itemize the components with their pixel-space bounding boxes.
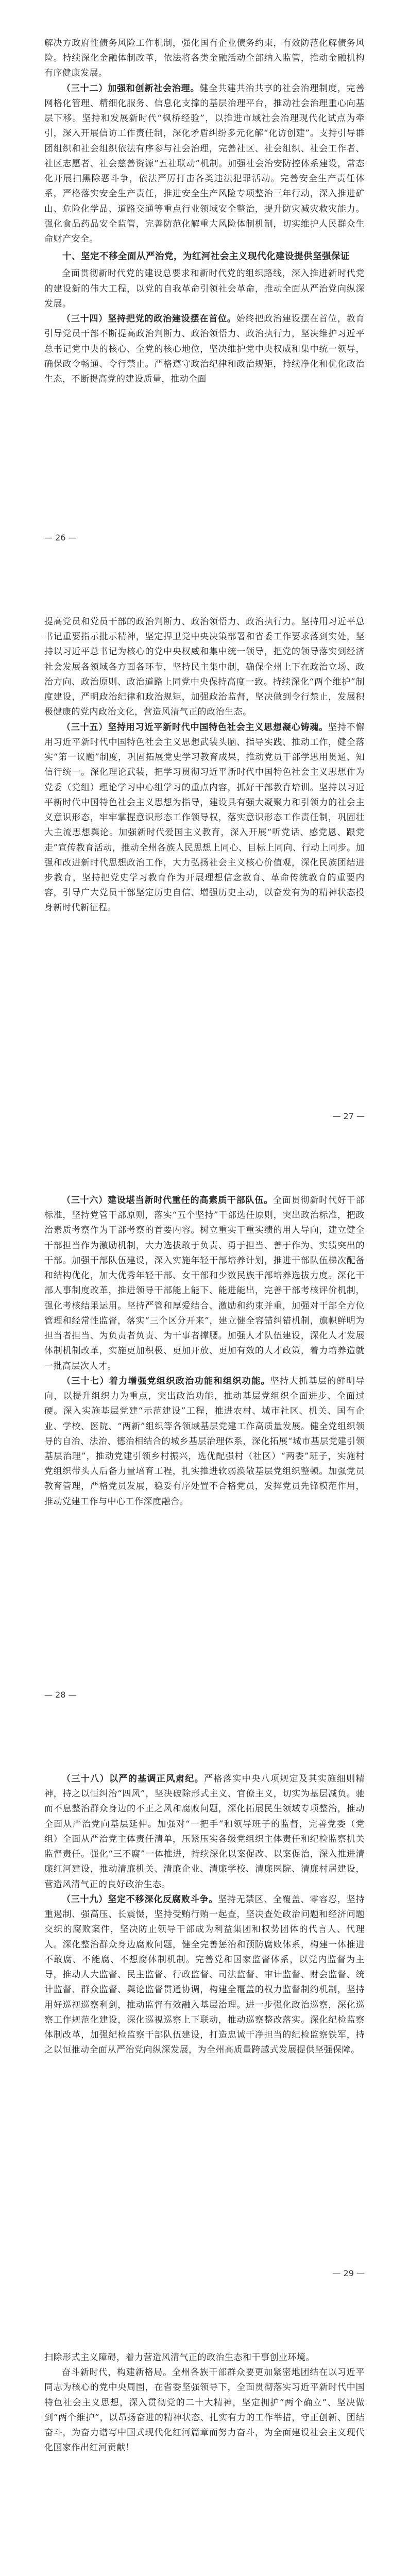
paragraph-text: 全面贯彻新时代好干部标准，坚持党管干部原则，落实“五个坚持”干部选任原则，突出政治标准，把政治素质考察作为干部考察的首要内容。树立重实干重实绩的用人导向，建立健全干部担当作为激励机制，大力选拔敢于负责、勇于担当、善于作为、实绩突出的干部。加强干部队伍建设，深入实施年轻干部培养计划，推进干部队伍梯次配备和结构优化，加大优秀年轻干部、女干部和少数民族干部培养选拔力度。深化干部人事制度改革，推进领导干部能上能下、能进能出，完善干部考核评价机制，强化考核结果运用。坚持严管和厚爱结合、激励和约束并重，加强对干部全方位管理和经常性监督，落实“三个区分开来”，建立健全容错纠错机制，旗帜鲜明为担当者担当、为负责者负责、为干事者撑腰。加强人才队伍建设，深化人才发展体制机制改革，实施更加积极、更加开放、更加有效的人才政策，着力培养造就一批高层次人才。 — [44, 1195, 365, 1371]
paragraph-text: 坚持不懈用习近平新时代中国特色社会主义思想武装头脑、指导实践、推动工作，健全落实“第一议题”制度，巩固拓展党史学习教育成果，推动党员干部学思用贯通、知信行统一。深化理论武装，把学习贯彻习近平新时代中国特色社会主义思想作为党委（党组）理论学习中心组学习的重点内容，抓好干部教育培训。坚持以习近平新时代中国特色社会主义思想为指导，建设具有强大凝聚力和引领力的社会主义意识形态，牢牢掌握意识形态工作领导权，落实意识形态工作责任制，巩固壮大主流思想舆论。加强新时代爱国主义教育，深入开展“听党话、感党恩、跟党走”宣传教育活动，推动全州各族人民思想上同心、目标上同向、行动上同步。加强和改进新时代思想政治工作，大力弘扬社会主义核心价值观，深化民族团结进步教育，坚持把党史学习教育作为开展理想信念教育、革命传统教育的重要内容，引导广大党员干部坚定历史自信、增强历史主动，以奋发有为的精神状态投身新时代新征程。 — [44, 722, 365, 913]
numbered-paragraph — [44, 1374, 365, 1510]
page-number: — 26 — — [44, 533, 77, 543]
paragraph-text: 严格落实中央八项规定及其实施细则精神，持之以恒纠治“四风”，坚决破除形式主义、官僚主义，切实为基层减负。驰而不息整治群众身边的不正之风和腐败问题，深化拓展民生领域专项整治，推动全面从严治党向基层延伸。加强对“一把手”和领导班子的监督，完善党委（党组）全面从严治党主体责任清单，压紧压实各级党组织主体责任和纪检监察机关监督责任。强化“三不腐”一体推进，持续深化以案促改、以案促治，深入推进清廉红河建设，推动清廉机关、清廉企业、清廉学校、清廉医院、清廉村居建设，营造风清气正的良好政治生态。 — [44, 1774, 365, 1890]
paragraph-text: 健全共建共治共享的社会治理制度，完善网格化管理、精细化服务、信息化支撑的基层治理平台，推动社会治理重心向基层下移。坚持和发展新时代“枫桥经验”，以推进市域社会治理现代化试点为牵引，深入开展信访工作责任制，深化矛盾纠纷多元化解“化访创建”。支持引导群团组织和社会组织依法有序参与社会治理，完善社区、社会组织、社会工作者、社区志愿者、社会慈善资源“五社联动”机制。加强社会治安防控体系建设，常态化开展扫黑除恶斗争，依法严厉打击各类违法犯罪活动。完善安全生产责任体系，严格落实安全生产责任，推进安全生产风险专项整治三年行动，深入推进矿山、危险化学品、道路交通等重点行业领域安全整治，提升防灾减灾救灾能力。强化食品药品安全监管，完善防范化解重大风险体制机制，切实维护人民群众生命财产安全。 — [44, 83, 365, 245]
document-page — [0, 1736, 409, 2314]
numbered-paragraph — [44, 81, 365, 247]
paragraph-lead: （三十六）建设堪当新时代重任的高素质干部队伍。 — [62, 1195, 274, 1206]
paragraph-text: 始终把政治建设摆在首位，教育引导党员干部不断提高政治判断力、政治领悟力、政治执行力，坚决维护习近平总书记党中央的核心、全党的核心地位，坚决维护党中央权威和集中统一领导，确保政令畅通、令行禁止。严格遵守政治纪律和政治规矩，持续净化和优化政治生态，不断提高党的建设质量，推动全面 — [44, 314, 365, 385]
section-heading: 十、坚定不移全面从严治党，为红河社会主义现代化建设提供坚强保证 — [62, 251, 350, 262]
paragraph: 扫除形式主义障碍，着力营造风清气正的政治生态和干事创业环境。 — [44, 2352, 315, 2363]
paragraph-lead: （三十四）坚持把党的政治建设摆在首位。 — [62, 314, 236, 325]
paragraph-text: 坚持大抓基层的鲜明导向，以提升组织力为重点，突出政治功能，推动基层党组织全面进步、全面过硬。深入实施基层党建“示范建设”工程，推进农村、城市社区、机关、国有企业、学校、医院、“两新”组织等各领域基层党建工作高质量发展。健全党组织领导的自治、法治、德治相结合的城乡基层治理体系，深化拓展“城市基层党建引领基层治理”，推动党建引领乡村振兴，选优配强村（社区）“两委”班子，实施村党组织带头人后备力量培育工程，扎实推进软弱涣散基层党组织整顿。加强党员教育管理，严格党员发展，稳妥有序处置不合格党员，发挥党员先锋模范作用，推动党建工作与中心工作深度融合。 — [44, 1376, 365, 1507]
paragraph-lead: （三十七）着力增强党组织政治功能和组织功能。 — [62, 1376, 270, 1386]
paragraph-lead: （三十九）坚定不移深化反腐败斗争。 — [62, 1894, 218, 1905]
page-body — [44, 1193, 365, 1674]
document-page — [0, 2314, 409, 2576]
page-number: — 29 — — [332, 2268, 365, 2278]
page-body — [44, 36, 365, 517]
page-number: — 27 — — [332, 1111, 365, 1121]
page-body — [44, 1772, 365, 2252]
numbered-paragraph — [44, 1892, 365, 2058]
paragraph-lead: （三十八）以严的基调正风肃纪。 — [62, 1774, 204, 1784]
numbered-paragraph — [44, 1772, 365, 1892]
paragraph-lead: （三十五）坚持用习近平新时代中国特色社会主义思想凝心铸魂。 — [62, 722, 329, 733]
numbered-paragraph — [44, 720, 365, 916]
paragraph-text: 坚持无禁区、全覆盖、零容忍，坚持重遏制、强高压、长震慑，坚持受贿行贿一起查，坚决查处政治问题和经济问题交织的腐败案件，坚决防止领导干部成为利益集团和权势团体的代言人、代理人。深化整治群众身边腐败问题，健全完善惩治和预防腐败体系，构建一体推进不敢腐、不能腐、不想腐体制机制。完善党和国家监督体系，以党内监督为主导，推动人大监督、民主监督、行政监督、司法监督、审计监督、财会监督、统计监督、群众监督、舆论监督贯通协调，构建全覆盖的权力监督制约机制，坚持用好巡视巡察利剑，推动监督有效融入基层治理。进一步强化政治巡察，深化巡察工作规范化建设，深化巡视巡察上下联动，推动巡察整改落实。深化纪检监察体制改革，加强纪检监察干部队伍建设，打造忠诚干净担当的纪检监察铁军，持之以恒推动全面从严治党向纵深发展，为全州高质量跨越式发展提供坚强保障。 — [44, 1894, 365, 2056]
paragraph-lead: （三十二）加强和创新社会治理。 — [62, 83, 200, 94]
numbered-paragraph — [44, 312, 365, 387]
paragraph: 解决方政府性债务风险工作机制，强化国有企业债务约束，有效防范化解债务风险。持续深化金融体制改革，依法将各类金融活动全部纳入监管，推动金融机构有序健康发展。 — [44, 38, 365, 79]
numbered-paragraph — [44, 1193, 365, 1374]
document-page — [0, 0, 409, 579]
paragraph: 提高党员和党员干部的政治判断力、政治领悟力、政治执行力。坚持用习近平总书记重要指示批示精神，坚定捍卫党中央决策部署和省委工作要求落到实处，坚持以习近平总书记为核心的党中央权威和集中统一领导，把党的领导落实到经济社会发展各领域各方面各环节，坚持民主集中制，确保全州上下在政治立场、政治方向、政治原则、政治道路上同党中央保持高度一致。持续深化“两个维护”制度建设，严明政治纪律和政治规矩，加强政治监督，坚决做到令行禁止，发展积极健康的党内政治文化，营造风清气正的政治生态。 — [44, 617, 365, 718]
paragraph: 奋斗新时代，构建新格局。全州各族干部群众要更加紧密地团结在以习近平同志为核心的党中央周围，在省委坚强领导下，全面贯彻落实习近平新时代中国特色社会主义思想，深入贯彻党的二十大精神，坚定拥护“两个确立”、坚决做到“两个维护”，以昂扬奋进的精神状态、扎实有力的工作举措，守正创新、团结奋斗，为奋力谱写中国式现代化红河篇章而努力奋斗，为全面建设社会主义现代化国家作出红河贡献！ — [44, 2367, 365, 2453]
page-number: — 28 — — [44, 1690, 77, 1700]
page-body — [44, 2350, 365, 2576]
document-page — [0, 579, 409, 1157]
page-body — [44, 615, 365, 1095]
paragraph: 全面贯彻新时代党的建设总要求和新时代党的组织路线，深入推进新时代党的建设新的伟大工程，以党的自我革命引领社会革命，推动全面从严治党向纵深发展。 — [44, 268, 365, 309]
document-page — [0, 1157, 409, 1736]
